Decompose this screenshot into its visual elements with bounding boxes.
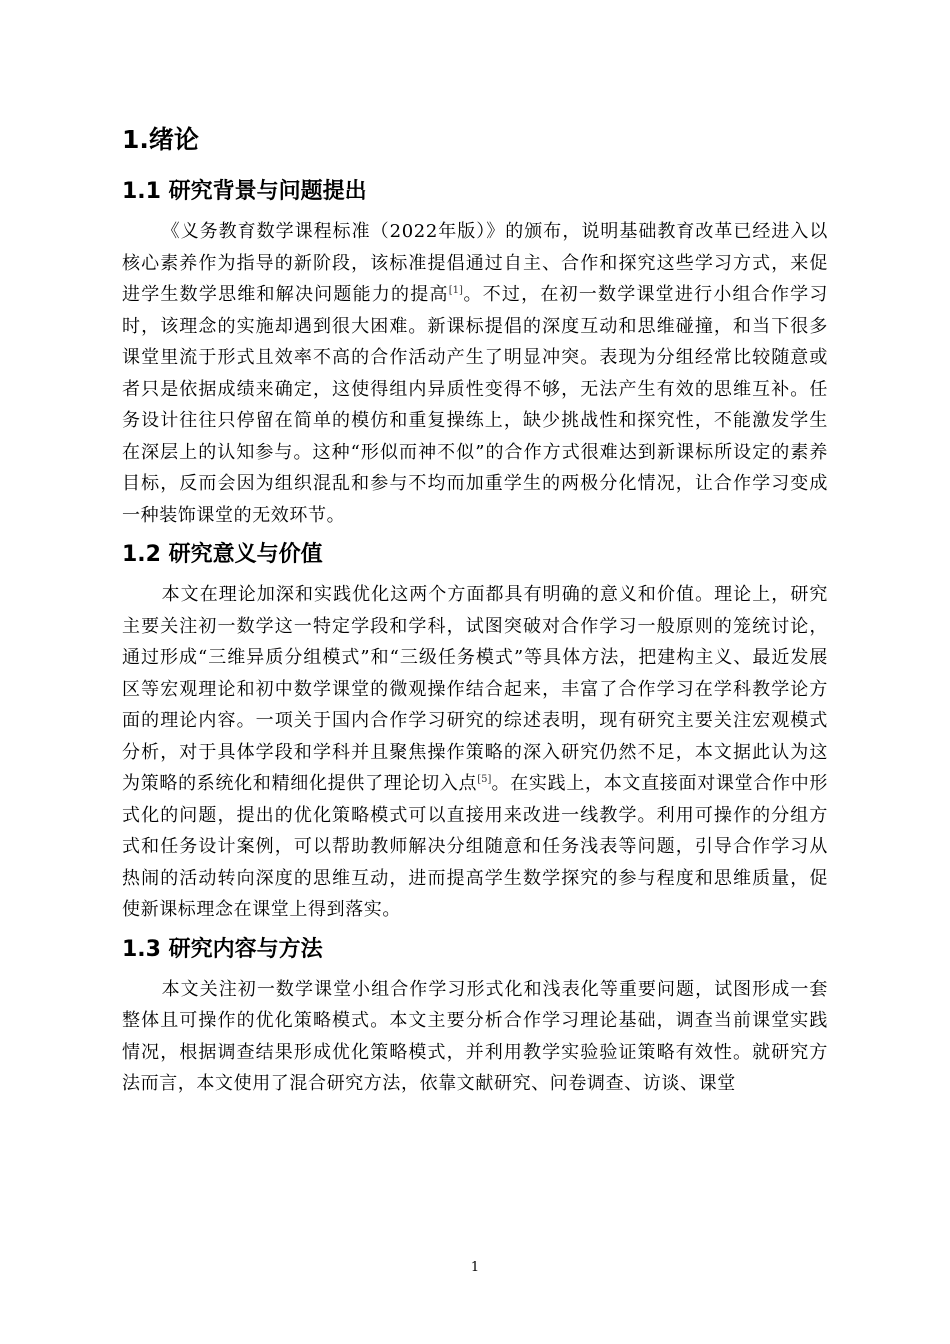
- page-number: 1: [470, 1260, 480, 1275]
- section-paragraph-1-1: [122, 216, 828, 531]
- page-body: [122, 118, 828, 1100]
- paragraph-text: 。在实践上，本文直接面对课堂合作中形式化的问题，提出的优化策略模式可以直接用来改进一线教学。利用可操作的分组方式和任务设计案例，可以帮助教师解决分组随意和任务浅表等问题，引导合作学习从热闹的活动转向深度的思维互动，进而提高学生数学探究的参与程度和思维质量，促使新课标理念在课堂上得到落实。: [122, 773, 828, 920]
- citation-reference[interactable]: [1]: [448, 285, 463, 296]
- section-heading-1-3: 1.3 研究内容与方法: [122, 936, 323, 962]
- paragraph-text: 本文关注初一数学课堂小组合作学习形式化和浅表化等重要问题，试图形成一套整体且可操作的优化策略模式。本文主要分析合作学习理论基础，调查当前课堂实践情况，根据调查结果形成优化策略模式，并利用教学实验验证策略有效性。就研究方法而言，本文使用了混合研究方法，依靠文献研究、问卷调查、访谈、课堂: [122, 978, 828, 1094]
- paragraph-text: 本文在理论加深和实践优化这两个方面都具有明确的意义和价值。理论上，研究主要关注初一数学这一特定学段和学科，试图突破对合作学习一般原则的笼统讨论，通过形成“三维异质分组模式”和“三级任务模式”等具体方法，把建构主义、最近发展区等宏观理论和初中数学课堂的微观操作结合起来，丰富了合作学习在学科教学论方面的理论内容。一项关于国内合作学习研究的综述表明，现有研究主要关注宏观模式分析，对于具体学段和学科并且聚焦操作策略的深入研究仍然不足，本文据此认为这为策略的系统化和精细化提供了理论切入点: [122, 584, 828, 794]
- chapter-title: 1.绪论: [122, 125, 199, 154]
- citation-reference[interactable]: [5]: [477, 774, 492, 785]
- section-heading-1-1: 1.1 研究背景与问题提出: [122, 179, 367, 204]
- paragraph-text: 《义务教育数学课程标准（2022年版）》的颁布，说明基础教育改革已经进入以核心素养作为指导的新阶段，该标准提倡通过自主、合作和探究这些学习方式，来促进学生数学思维和解决问题能力的提高: [122, 221, 828, 305]
- section-paragraph-1-3: [122, 974, 828, 1100]
- paragraph-text: 。不过，在初一数学课堂进行小组合作学习时，该理念的实施却遇到很大困难。新课标提倡的深度互动和思维碰撞，和当下很多课堂里流于形式且效率不高的合作活动产生了明显冲突。表现为分组经常比较随意或者只是依据成绩来确定，这使得组内异质性变得不够，无法产生有效的思维互补。任务设计往往只停留在简单的模仿和重复操练上，缺少挑战性和探究性，不能激发学生在深层上的认知参与。这种“形似而神不似”的合作方式很难达到新课标所设定的素养目标，反而会因为组织混乱和参与不均而加重学生的两极分化情况，让合作学习变成一种装饰课堂的无效环节。: [122, 284, 828, 526]
- section-heading-1-2: 1.2 研究意义与价值: [122, 542, 323, 567]
- section-paragraph-1-2: [122, 579, 828, 926]
